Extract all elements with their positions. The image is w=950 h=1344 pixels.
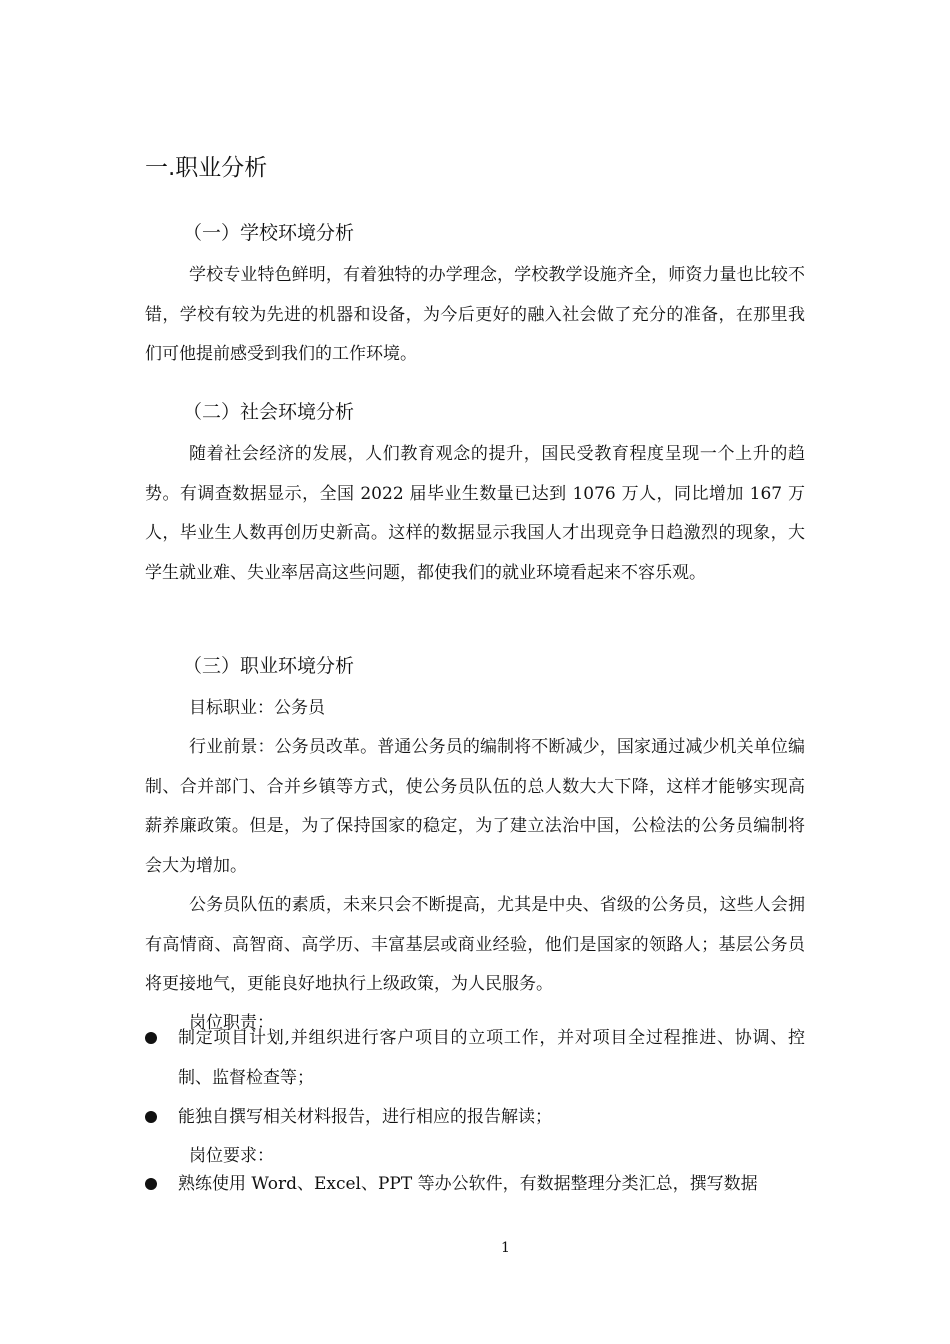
bullet-dot-icon [145, 1111, 157, 1123]
paragraph-social-environment: 随着社会经济的发展，人们教育观念的提升，国民受教育程度呈现一个上升的趋势。有调查数据显示，全国 2022 届毕业生数量已达到 1076 万人，同比增加 167 万人，毕业生人数再创历史新高。这样的数据显示我国人才出现竞争日趋激烈的现象，大学生就业难、失业率居高这些问题，都使我们的就业环境看起来不容乐观。 [145, 444, 805, 583]
duties-label: 岗位职责： [189, 1013, 274, 1033]
target-job-line: 目标职业：公务员 [189, 698, 325, 718]
paragraph-school-environment: 学校专业特色鲜明，有着独特的办学理念，学校教学设施齐全，师资力量也比较不错，学校有较为先进的机器和设备，为今后更好的融入社会做了充分的准备，在那里我们可他提前感受到我们的工作环境。 [145, 265, 805, 364]
duty-text: 制定项目计划,并组织进行客户项目的立项工作，并对项目全过程推进、协调、控制、监督检查等； [178, 1028, 805, 1088]
bullet-dot-icon [145, 1178, 157, 1190]
paragraph-civil-servant-quality: 公务员队伍的素质，未来只会不断提高，尤其是中央、省级的公务员，这些人会拥有高情商、高智商、高学历、丰富基层或商业经验，他们是国家的领路人；基层公务员将更接地气，更能良好地执行上级政策，为人民服务。 [145, 895, 805, 994]
duty-list-item [145, 1098, 805, 1138]
page-number: 1 [501, 1240, 510, 1256]
bullet-dot-icon [145, 1032, 157, 1044]
chapter-heading: 一.职业分析 [145, 155, 268, 181]
section-title-school: （一）学校环境分析 [183, 222, 355, 244]
paragraph-industry-outlook: 行业前景：公务员改革。普通公务员的编制将不断减少，国家通过减少机关单位编制、合并部门、合并乡镇等方式，使公务员队伍的总人数大大下降，这样才能够实现高薪养廉政策。但是，为了保持国家的稳定，为了建立法治中国，公检法的公务员编制将会大为增加。 [145, 737, 805, 876]
document-page [145, 0, 805, 1344]
duty-text: 能独自撰写相关材料报告，进行相应的报告解读； [178, 1107, 552, 1127]
requirements-label: 岗位要求： [189, 1146, 274, 1166]
section-title-society: （二）社会环境分析 [183, 401, 355, 423]
duty-list-item [145, 1019, 805, 1098]
requirement-text: 熟练使用 Word、Excel、PPT 等办公软件，有数据整理分类汇总，撰写数据 [178, 1174, 758, 1194]
section-title-career: （三）职业环境分析 [183, 655, 355, 677]
requirement-list-item [145, 1165, 805, 1205]
